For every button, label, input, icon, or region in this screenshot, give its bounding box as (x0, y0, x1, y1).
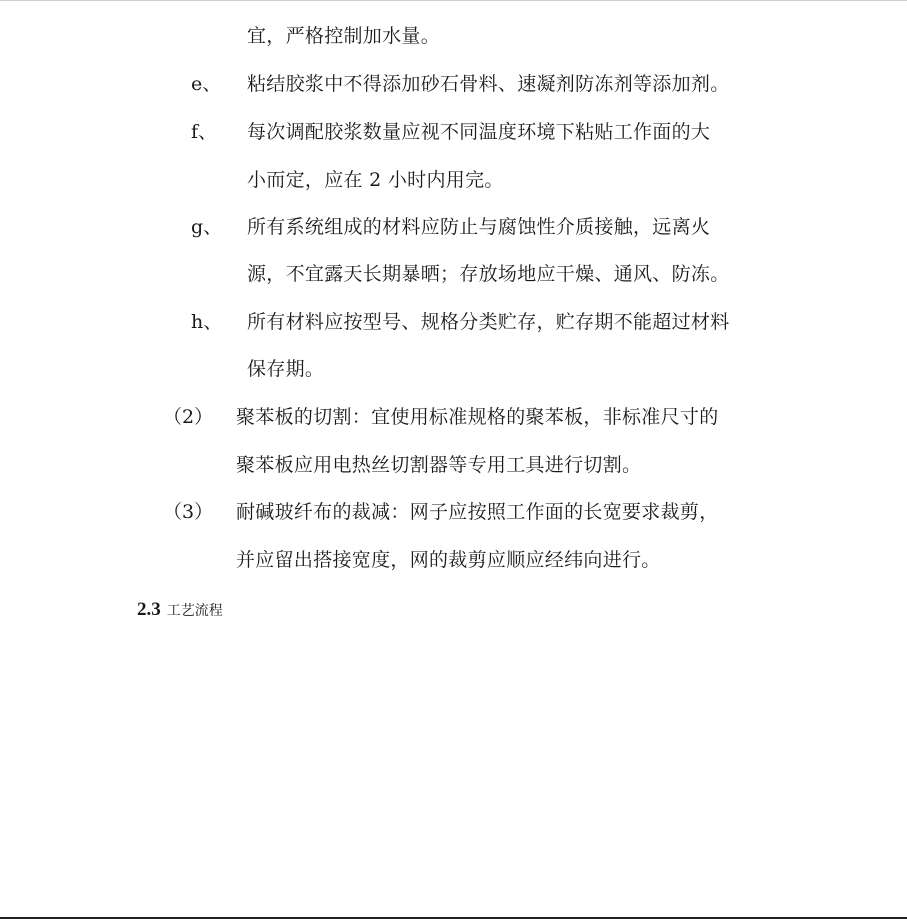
item-f-line-1: 每次调配胶浆数量应视不同温度环境下粘贴工作面的大 (247, 121, 711, 143)
item-h-line-1: 所有材料应按型号、规格分类贮存，贮存期不能超过材料 (247, 311, 730, 333)
item-marker-e: e、 (191, 73, 222, 95)
section-3-line-1: 耐碱玻纤布的裁减：网子应按照工作面的长宽要求裁剪， (236, 501, 719, 523)
item-g-line-2: 源，不宜露天长期暴晒；存放场地应干燥、通风、防冻。 (247, 263, 730, 285)
top-rule (0, 0, 907, 1)
continuation-line: 宜，严格控制加水量。 (247, 25, 441, 47)
item-e-line-1: 粘结胶浆中不得添加砂石骨料、速凝剂防冻剂等添加剂。 (247, 73, 730, 95)
section-heading (137, 598, 223, 623)
item-marker-h: h、 (191, 311, 223, 333)
item-marker-f: f、 (191, 121, 218, 143)
item-g-line-1: 所有系统组成的材料应防止与腐蚀性介质接触，远离火 (247, 216, 711, 238)
section-2-line-2: 聚苯板应用电热丝切割器等专用工具进行切割。 (236, 454, 642, 476)
item-h-line-2: 保存期。 (247, 358, 325, 380)
section-3-line-2: 并应留出搭接宽度，网的裁剪应顺应经纬向进行。 (236, 549, 661, 571)
section-marker-3: （3） (163, 501, 214, 523)
item-f-line-2: 小而定，应在 2 小时内用完。 (247, 169, 504, 191)
section-2-line-1: 聚苯板的切割：宜使用标准规格的聚苯板，非标准尺寸的 (236, 406, 719, 428)
section-heading-title: 工艺流程 (166, 603, 223, 619)
section-marker-2: （2） (163, 406, 214, 428)
item-marker-g: g、 (191, 216, 223, 238)
section-heading-number: 2.3 (137, 599, 161, 620)
